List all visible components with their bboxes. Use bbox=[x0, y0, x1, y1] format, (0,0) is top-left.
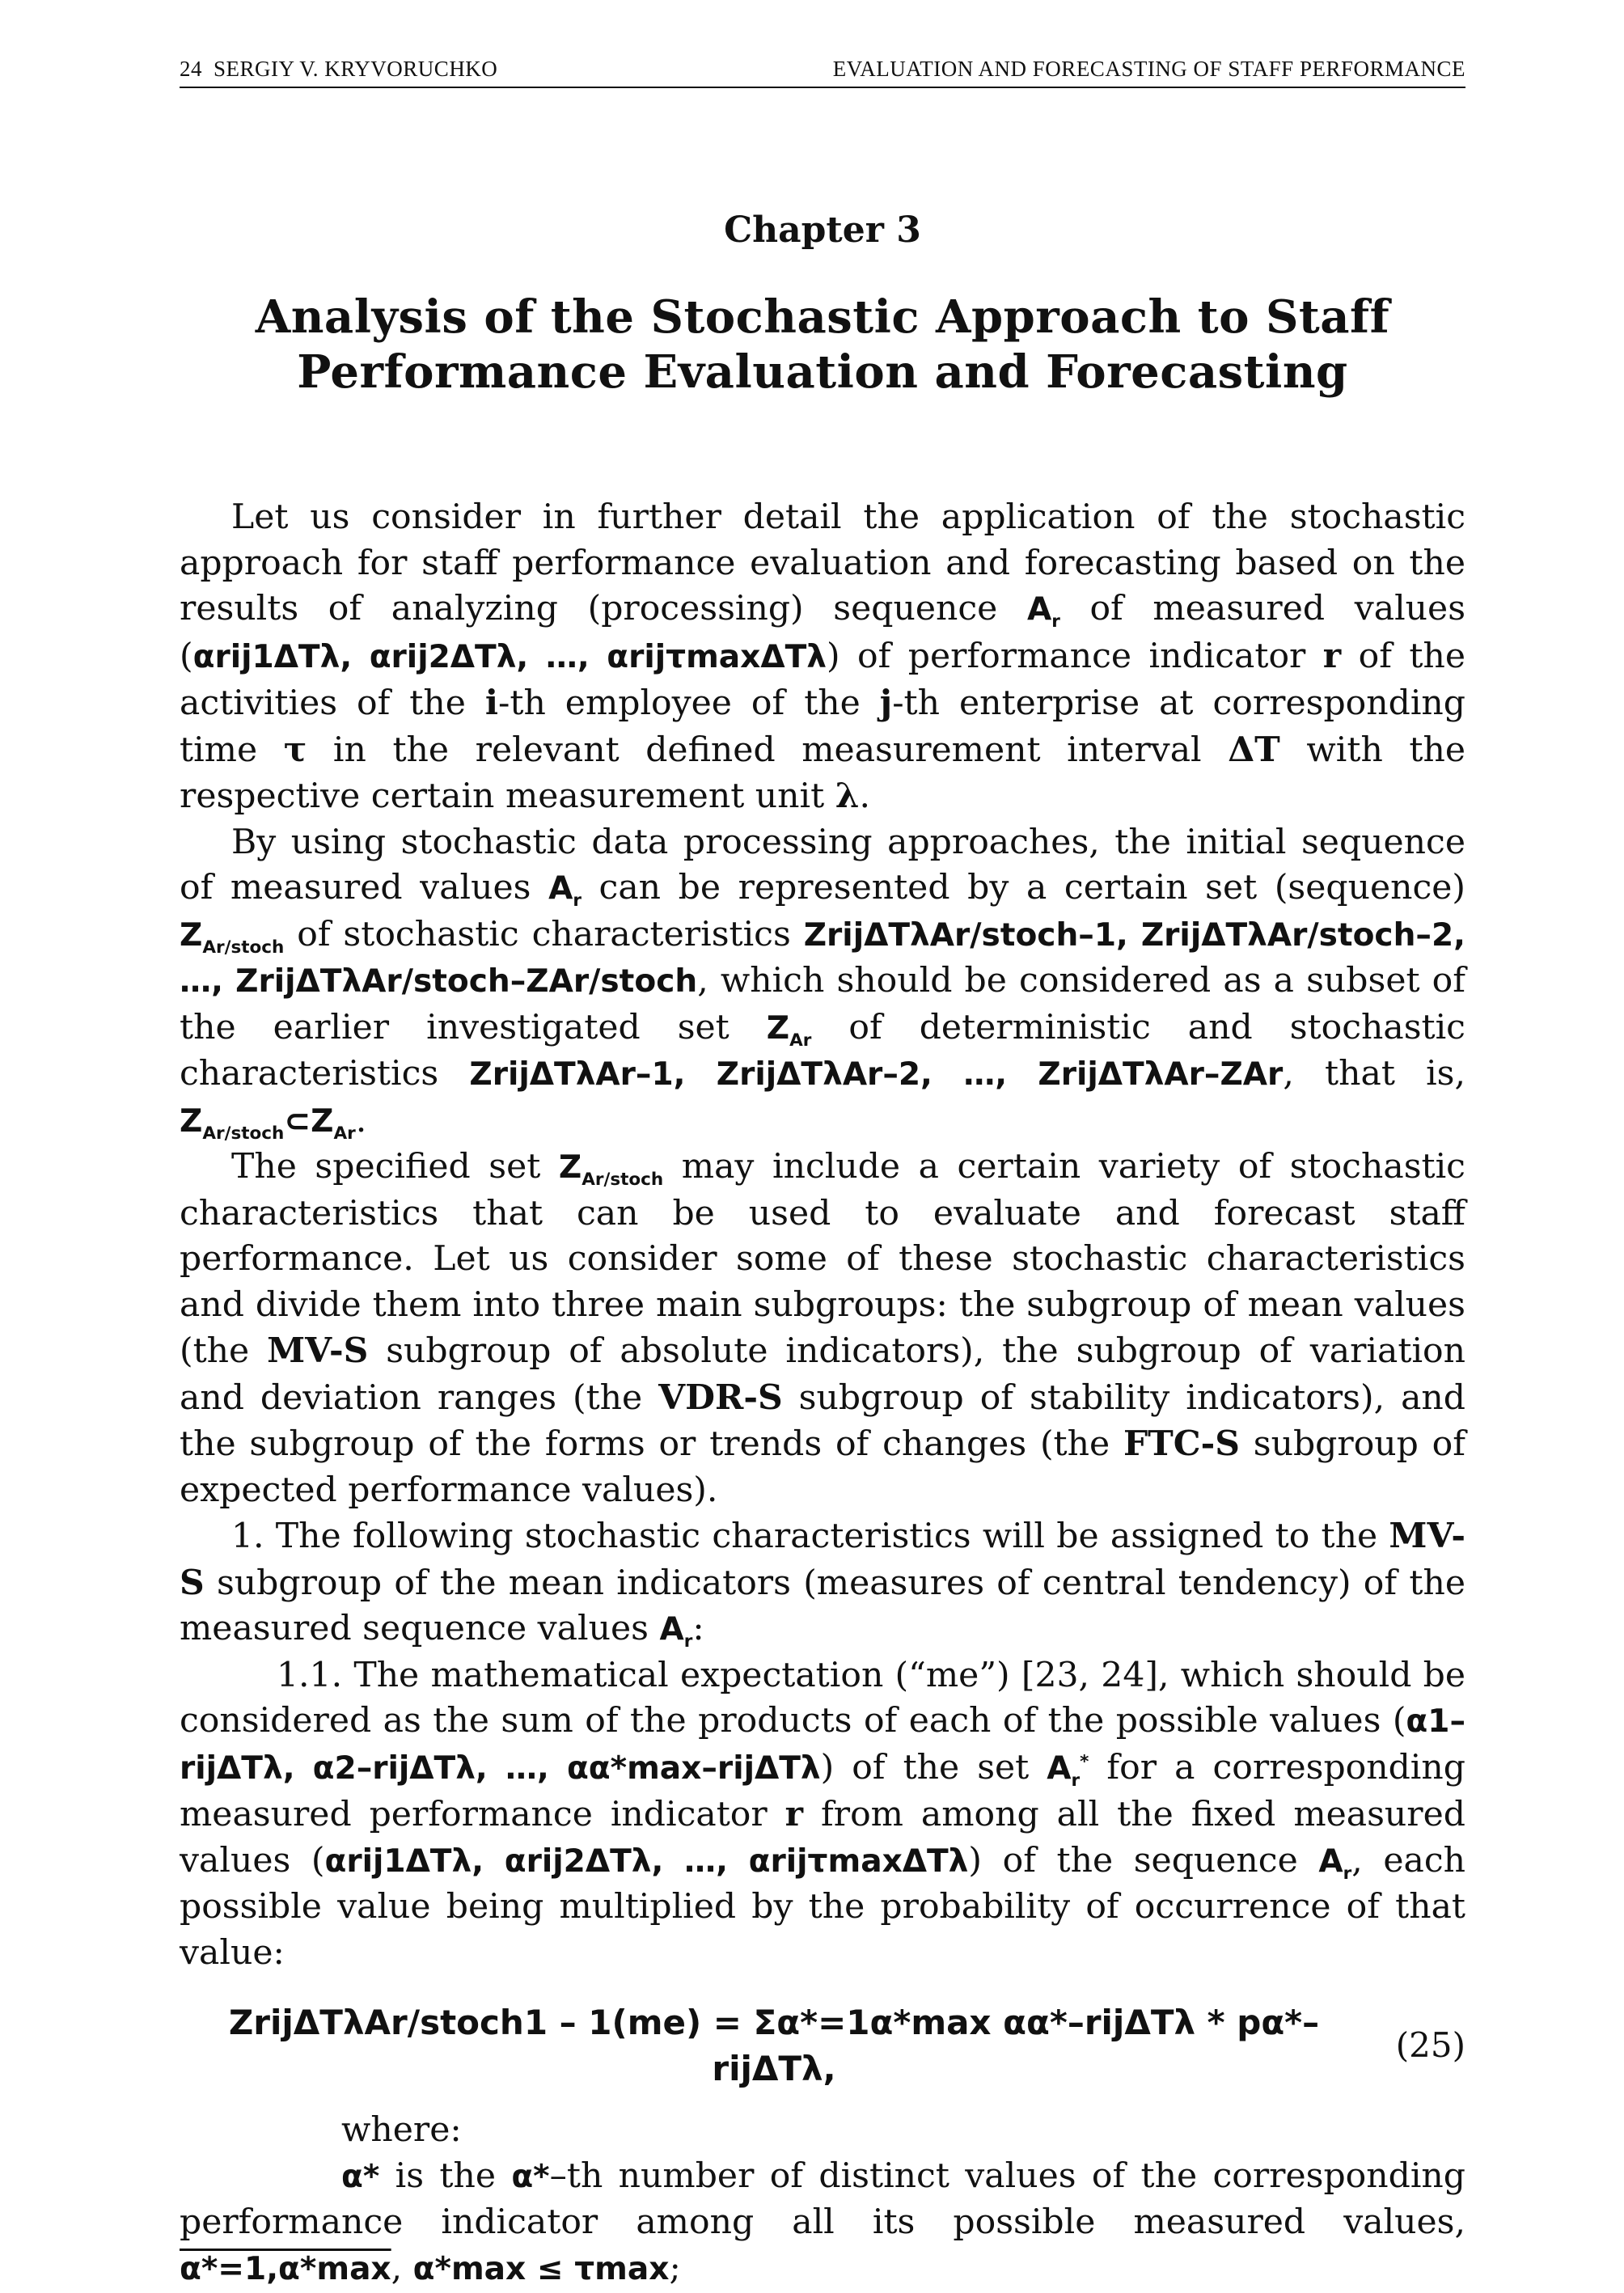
text: , that is, bbox=[1283, 1054, 1465, 1094]
paragraph-5 bbox=[180, 1653, 1465, 1977]
symbol-tau: τ bbox=[283, 729, 307, 770]
symbol-A-star: $A_r^*$ bbox=[1047, 1749, 1089, 1791]
body-text bbox=[180, 495, 1465, 2292]
text: , bbox=[391, 2248, 413, 2288]
text: ) of performance indicator bbox=[827, 636, 1323, 676]
alpha-sequence: αrij1ΔTλ, αrij2ΔTλ, …, αrijτmaxΔTλ bbox=[324, 1842, 969, 1880]
alpha-star-range: α*=1,α*max bbox=[180, 2250, 391, 2287]
text: -th enterprise at corresponding time bbox=[180, 683, 1465, 770]
equation-formula: ZrijΔTλAr/stoch1 – 1(me) = Σα*=1α*max αα*–rijΔTλ * pα*–rijΔTλ, bbox=[228, 2003, 1320, 2088]
paragraph-4 bbox=[180, 1513, 1465, 1653]
text: for a corresponding measured performance indicator bbox=[180, 1747, 1465, 1834]
paragraph-1 bbox=[180, 495, 1465, 820]
text: ) of the set bbox=[820, 1747, 1047, 1787]
text: subgroup of the mean indicators (measures of central tendency) of the measured sequence values bbox=[180, 1563, 1465, 1648]
text: subgroup of absolute indicators), the subgroup of variation and deviation ranges (the bbox=[180, 1331, 1465, 1418]
equation-25 bbox=[180, 2000, 1465, 2092]
chapter-title bbox=[180, 290, 1465, 400]
symbol-Ar: $A_r$ bbox=[548, 870, 582, 911]
symbol-alpha-star: α* bbox=[341, 2158, 380, 2195]
alpha-max-constraint: α*max ≤ τmax bbox=[412, 2250, 670, 2287]
mv-s-label: MV-S bbox=[180, 1516, 1465, 1603]
page bbox=[180, 57, 1465, 2292]
text: subgroup of expected performance values). bbox=[180, 1424, 1465, 1510]
z-stoch-sequence: ZrijΔTλAr/stoch–1, ZrijΔTλAr/stoch–2, …, ZrijΔTλAr/stoch–ZAr/stoch bbox=[180, 916, 1465, 1000]
symbol-Ar: $A_r$ bbox=[659, 1611, 693, 1652]
page-number: 24 bbox=[180, 57, 202, 81]
where-label: where: bbox=[341, 2110, 462, 2150]
text: , which should be considered as a subset of the earlier investigated set bbox=[180, 961, 1465, 1047]
text: can be represented by a certain set (sequence) bbox=[581, 868, 1466, 907]
text: -th employee of the bbox=[498, 683, 880, 723]
text: of stochastic characteristics bbox=[284, 914, 804, 954]
text: 1. The following stochastic characteristics will be assigned to the bbox=[231, 1517, 1389, 1556]
symbol-alpha-star: α* bbox=[511, 2158, 550, 2195]
text: : bbox=[692, 1609, 704, 1648]
equation-number: (25) bbox=[1395, 2025, 1465, 2066]
text: . bbox=[859, 776, 871, 816]
text: of deterministic and stochastic characteristics bbox=[180, 1007, 1465, 1094]
text: subgroup of stability indicators), and the subgroup of the forms or trends of changes (the bbox=[180, 1377, 1465, 1464]
symbol-j: j bbox=[879, 683, 893, 723]
text: . bbox=[355, 1100, 367, 1140]
text: is the bbox=[379, 2156, 512, 2196]
subset-relation: $Z_{Ar/stoch}\subset Z_{Ar}$ bbox=[180, 1102, 356, 1144]
where-item bbox=[180, 2154, 1465, 2293]
text: ) of the sequence bbox=[968, 1840, 1319, 1881]
book-title: EVALUATION AND FORECASTING OF STAFF PERFORMANCE bbox=[832, 57, 1465, 81]
text: The specified set bbox=[231, 1147, 559, 1187]
text: with the respective certain measurement unit bbox=[180, 730, 1465, 816]
symbol-r: r bbox=[785, 1794, 804, 1834]
symbol-delta-T: ΔT bbox=[1228, 729, 1280, 770]
chapter-label: Chapter 3 bbox=[724, 209, 921, 251]
paragraph-2 bbox=[180, 820, 1465, 1145]
text: of measured values ( bbox=[180, 589, 1465, 676]
symbol-Ar: $A_r$ bbox=[1026, 591, 1060, 632]
symbol-Z-stoch: $Z_{Ar/stoch}$ bbox=[558, 1149, 664, 1190]
text: from among all the fixed measured values ( bbox=[180, 1795, 1465, 1881]
text: ; bbox=[669, 2248, 681, 2288]
text: in the relevant defined measurement interval bbox=[307, 730, 1229, 770]
text: Let us consider in further detail the application of the stochastic approach for staff performance evaluation and forecasting based on the results of analyzing (processing) sequence bbox=[180, 497, 1465, 628]
symbol-Z-stoch: $Z_{Ar/stoch}$ bbox=[180, 916, 285, 958]
symbol-lambda: λ bbox=[835, 776, 860, 816]
text: may include a certain variety of stochastic characteristics that can be used to evaluate and forecast staff performance. Let us consider some of these stochastic characteristics and divide them into three main subgroups: the subgroup of mean values (the bbox=[180, 1147, 1465, 1371]
chapter-title-line-1: Analysis of the Stochastic Approach to Staff bbox=[255, 290, 1390, 344]
symbol-Ar: $A_r$ bbox=[1318, 1842, 1352, 1884]
paragraph-3 bbox=[180, 1144, 1465, 1513]
text: –th number of distinct values of the corresponding performance indicator among all its possible measured values, bbox=[180, 2156, 1465, 2242]
symbol-i: i bbox=[484, 683, 499, 723]
text: 1.1. The mathematical expectation (“me”) [23, 24], which should be considered as the sum of the products of each of the possible values ( bbox=[180, 1655, 1465, 1741]
running-head bbox=[180, 57, 1465, 88]
vdr-s-label: VDR-S bbox=[658, 1377, 783, 1418]
mv-s-label: MV-S bbox=[267, 1331, 369, 1371]
ftc-s-label: FTC-S bbox=[1123, 1424, 1240, 1464]
symbol-r: r bbox=[1322, 635, 1342, 676]
alpha-star-sequence: α1–rijΔTλ, α2–rijΔTλ, …, αα*max–rijΔTλ bbox=[180, 1703, 1465, 1787]
symbol-Z-Ar: $Z_{Ar}$ bbox=[766, 1009, 812, 1051]
chapter-title-line-2: Performance Evaluation and Forecasting bbox=[297, 345, 1348, 399]
alpha-sequence: αrij1ΔTλ, αrij2ΔTλ, …, αrijτmaxΔTλ bbox=[192, 638, 827, 675]
text: By using stochastic data processing approaches, the initial sequence of measured values bbox=[180, 822, 1465, 907]
author-name: SERGIY V. KRYVORUCHKO bbox=[214, 57, 498, 81]
text: of the activities of the bbox=[180, 636, 1465, 723]
z-det-sequence: ZrijΔTλAr–1, ZrijΔTλAr–2, …, ZrijΔTλAr–ZAr bbox=[469, 1056, 1284, 1093]
text: , each possible value being multiplied by the probability of occurrence of that value: bbox=[180, 1840, 1465, 1973]
